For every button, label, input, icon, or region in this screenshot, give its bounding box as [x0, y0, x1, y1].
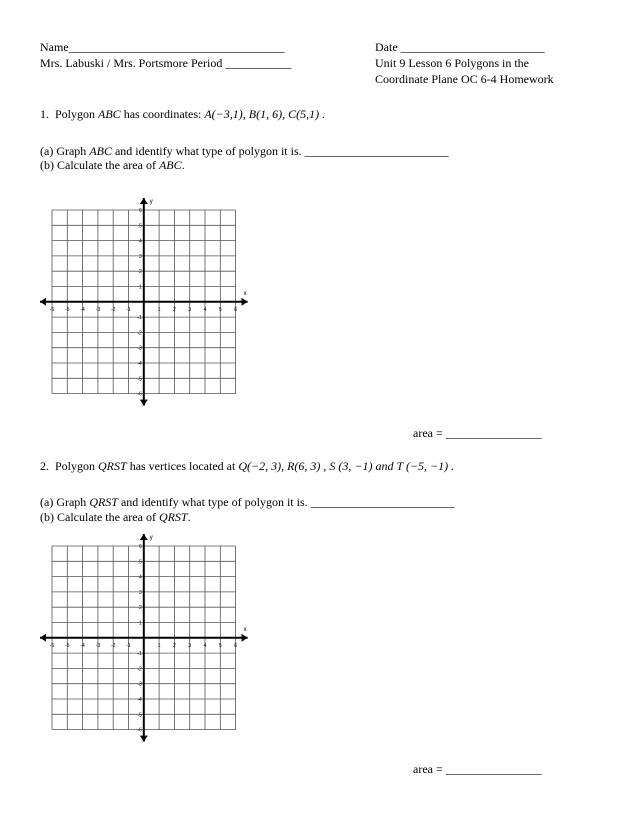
- y-tick-label: 3: [139, 253, 142, 260]
- problem-intro: Polygon: [55, 107, 96, 121]
- part-b-suffix: .: [187, 510, 191, 524]
- problem-middle: has coordinates:: [123, 107, 202, 121]
- x-tick-label: -6: [49, 306, 55, 313]
- y-tick-label: -4: [137, 697, 142, 703]
- part-b-suffix: .: [181, 158, 185, 172]
- x-axis-arrow-right: [242, 634, 248, 642]
- coordinate-grid-1[interactable]: [34, 193, 252, 413]
- y-tick-label: 4: [139, 238, 142, 245]
- problem-2-area-field[interactable]: area = ________________: [413, 762, 542, 776]
- x-tick-label: 5: [218, 642, 222, 649]
- x-axis-arrow-left: [40, 298, 46, 306]
- y-axis-arrow-up: [140, 534, 148, 540]
- x-tick-label: -2: [110, 642, 116, 649]
- polygon-name: QRST: [158, 510, 188, 524]
- x-tick-label: 1: [157, 306, 161, 313]
- x-tick-label: -3: [95, 642, 101, 649]
- date-field[interactable]: Date ________________________: [375, 40, 545, 54]
- x-tick-label: -6: [49, 642, 55, 649]
- x-tick-label: 1: [157, 642, 161, 649]
- part-a-answer-line[interactable]: and identify what type of polygon it is. ________________________: [120, 495, 455, 509]
- y-tick-label: -6: [137, 727, 142, 734]
- y-tick-label: -1: [137, 651, 142, 658]
- part-a-answer-line[interactable]: and identify what type of polygon it is. ________________________: [114, 144, 449, 158]
- problem-2-statement: [40, 459, 454, 473]
- x-tick-label: 4: [203, 642, 207, 649]
- y-tick-label: 1: [139, 620, 142, 627]
- part-b-prefix: (b) Calculate the area of: [40, 510, 156, 524]
- part-b-prefix: (b) Calculate the area of: [40, 158, 156, 172]
- y-tick-label: 6: [139, 208, 142, 214]
- x-tick-label: -4: [80, 642, 85, 649]
- teacher-period-field[interactable]: Mrs. Labuski / Mrs. Portsmore Period ___________: [40, 56, 292, 70]
- coordinate-grid-2[interactable]: [34, 529, 252, 749]
- x-tick-label: -5: [65, 306, 70, 313]
- x-tick-label: 2: [173, 642, 176, 649]
- x-tick-label: 5: [218, 306, 222, 313]
- y-tick-label: -2: [137, 330, 142, 337]
- y-tick-label: -5: [137, 376, 142, 383]
- problem-number: 2.: [40, 459, 49, 473]
- y-tick-label: 4: [139, 574, 142, 581]
- x-tick-label: -2: [110, 306, 116, 313]
- y-axis-arrow-down: [140, 400, 148, 406]
- x-tick-label: 2: [173, 306, 176, 313]
- y-tick-label: -3: [137, 345, 142, 352]
- polygon-name: QRST: [98, 459, 127, 473]
- y-tick-label: -6: [137, 391, 142, 398]
- problem-number: 1.: [40, 107, 49, 121]
- y-tick-label: 1: [139, 284, 142, 291]
- y-tick-label: -4: [137, 361, 142, 367]
- x-tick-label: 3: [188, 306, 192, 313]
- problem-1-part-b: [40, 158, 185, 172]
- y-axis-arrow-down: [140, 736, 148, 742]
- polygon-name: QRST: [89, 495, 118, 509]
- y-axis-arrow-up: [140, 198, 148, 204]
- part-a-prefix: (a) Graph: [40, 495, 87, 509]
- y-tick-label: 2: [139, 269, 142, 276]
- x-axis-arrow-right: [242, 298, 248, 306]
- problem-middle: has vertices located at: [129, 459, 236, 473]
- x-tick-label: 6: [234, 306, 237, 313]
- part-a-prefix: (a) Graph: [40, 144, 87, 158]
- polygon-name: ABC: [98, 107, 121, 121]
- polygon-coordinates: Q(−2, 3), R(6, 3) , S (3, −1) and T (−5, −1) .: [238, 459, 455, 473]
- x-tick-label: -1: [126, 306, 131, 313]
- y-tick-label: 6: [139, 544, 142, 550]
- y-tick-label: -3: [137, 681, 142, 688]
- problem-1-part-a: [40, 144, 449, 158]
- x-axis-label: x: [243, 290, 247, 297]
- coordinate-plane-1[interactable]: [34, 193, 252, 413]
- x-tick-label: -4: [80, 306, 85, 313]
- polygon-name: ABC: [158, 158, 182, 172]
- x-tick-label: -5: [65, 642, 70, 649]
- polygon-name: ABC: [89, 144, 112, 158]
- y-tick-label: 3: [139, 589, 142, 596]
- x-tick-label: -3: [95, 306, 101, 313]
- x-tick-label: 4: [203, 306, 207, 313]
- polygon-coordinates: A(−3,1), B(1, 6), C(5,1) .: [204, 107, 326, 121]
- y-axis-label: y: [149, 535, 153, 541]
- problem-1-statement: [40, 107, 325, 121]
- y-tick-label: -5: [137, 712, 142, 719]
- unit-title-line-2: Coordinate Plane OC 6-4 Homework: [375, 72, 554, 86]
- y-tick-label: -2: [137, 666, 142, 673]
- y-tick-label: -1: [137, 315, 142, 322]
- x-tick-label: 6: [234, 642, 237, 649]
- problem-2-part-a: [40, 495, 455, 509]
- problem-intro: Polygon: [55, 459, 96, 473]
- name-field[interactable]: Name____________________________________: [40, 40, 285, 54]
- problem-2-part-b: [40, 510, 191, 524]
- unit-title-line-1: Unit 9 Lesson 6 Polygons in the: [375, 56, 530, 70]
- x-tick-label: -1: [126, 642, 131, 649]
- y-tick-label: 5: [139, 559, 142, 566]
- y-tick-label: 2: [139, 605, 142, 612]
- coordinate-plane-2[interactable]: [34, 529, 252, 749]
- x-axis-arrow-left: [40, 634, 46, 642]
- problem-1-area-field[interactable]: area = ________________: [413, 426, 542, 440]
- x-tick-label: 3: [188, 642, 192, 649]
- y-axis-label: y: [149, 199, 153, 205]
- x-axis-label: x: [243, 626, 247, 633]
- y-tick-label: 5: [139, 223, 142, 230]
